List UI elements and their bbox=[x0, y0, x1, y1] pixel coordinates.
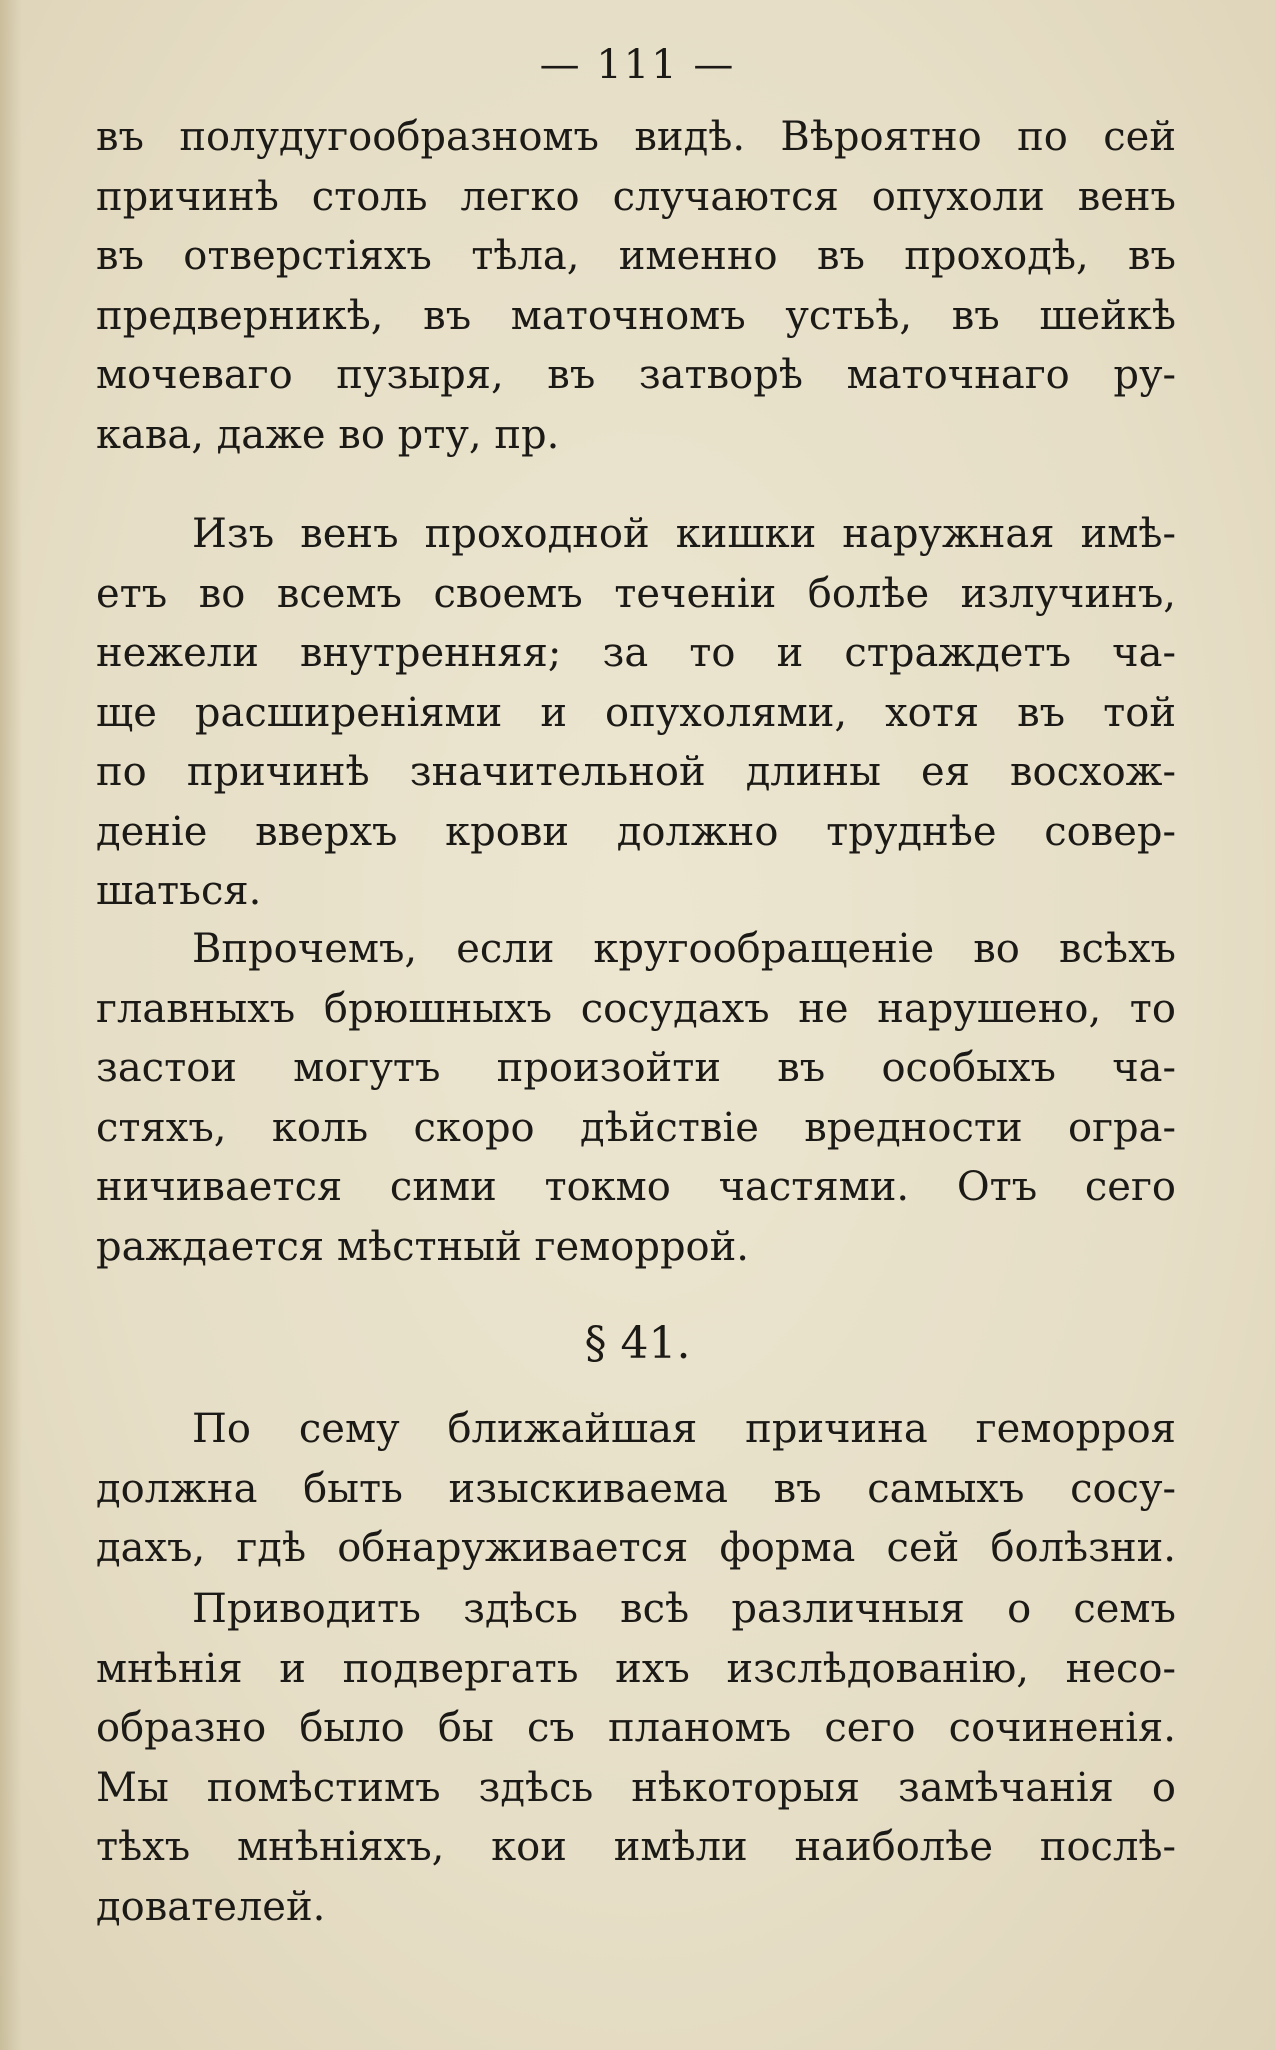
paragraph-1 bbox=[96, 108, 1176, 465]
paragraph-2 bbox=[96, 505, 1176, 922]
paragraph-5 bbox=[96, 1580, 1176, 1937]
text-line: по причинѣ значительной длины ея восхож- bbox=[96, 749, 1176, 795]
text-line: Впрочемъ, если кругообращеніе во всѣхъ bbox=[192, 926, 1176, 972]
text-line: ничивается сими токмо частями. Отъ сего bbox=[96, 1164, 1176, 1210]
paragraph-3 bbox=[96, 920, 1176, 1277]
text-line: раждается мѣстный геморрой. bbox=[96, 1223, 750, 1270]
text-line: По сему ближайшая причина геморроя bbox=[192, 1406, 1176, 1452]
text-line: предверникѣ, въ маточномъ устьѣ, въ шейкѣ bbox=[96, 292, 1176, 339]
text-line: мнѣнія и подвергать ихъ изслѣдованію, несо- bbox=[96, 1645, 1176, 1692]
paragraph-4 bbox=[96, 1400, 1176, 1579]
text-line: дахъ, гдѣ обнаруживается форма сей болѣзни. bbox=[96, 1525, 1176, 1571]
text-line: должна быть изыскиваема въ самыхъ сосу- bbox=[96, 1465, 1176, 1512]
text-line: въ отверстіяхъ тѣла, именно въ проходѣ, въ bbox=[96, 233, 1176, 279]
text-line: нежели внутренняя; за то и страждетъ ча- bbox=[96, 630, 1176, 676]
text-line: стяхъ, коль скоро дѣйствіе вредности огра- bbox=[96, 1104, 1176, 1151]
text-line: застои могутъ произойти въ особыхъ ча- bbox=[96, 1045, 1176, 1091]
text-line: кава, даже во рту, пр. bbox=[96, 411, 560, 458]
text-line: Приводить здѣсь всѣ различныя о семъ bbox=[192, 1586, 1176, 1632]
text-line: деніе вверхъ крови должно труднѣе совер- bbox=[96, 808, 1176, 855]
page-number: — 111 — bbox=[539, 42, 736, 88]
text-line: образно было бы съ планомъ сего сочиненія. bbox=[96, 1705, 1176, 1751]
text-line: Изъ венъ проходной кишки наружная имѣ- bbox=[192, 511, 1176, 557]
text-line: шаться. bbox=[96, 868, 262, 914]
text-line: въ полудугообразномъ видѣ. Вѣроятно по сей bbox=[96, 114, 1176, 160]
section-heading: § 41. bbox=[584, 1318, 691, 1369]
text-line: тѣхъ мнѣніяхъ, кои имѣли наиболѣе послѣ- bbox=[96, 1824, 1176, 1870]
text-line: главныхъ брюшныхъ сосудахъ не нарушено, то bbox=[96, 985, 1176, 1032]
text-line: ще расширеніями и опухолями, хотя въ той bbox=[96, 689, 1176, 736]
text-line: причинѣ столь легко случаются опухоли венъ bbox=[96, 173, 1176, 220]
text-line: Мы помѣстимъ здѣсь нѣкоторыя замѣчанія о bbox=[96, 1764, 1176, 1811]
text-line: етъ во всемъ своемъ теченіи болѣе излучинъ, bbox=[96, 570, 1176, 617]
text-line: мочеваго пузыря, въ затворѣ маточнаго ру- bbox=[96, 352, 1176, 398]
text-line: дователей. bbox=[96, 1883, 326, 1930]
